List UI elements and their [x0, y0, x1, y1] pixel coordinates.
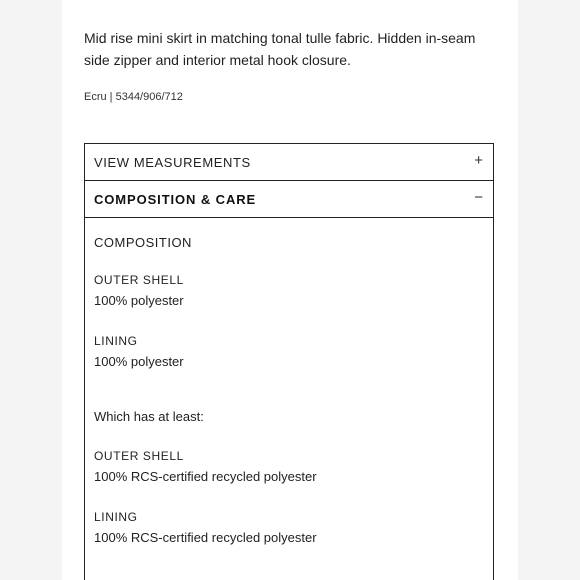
- certified-group-lining: [94, 509, 484, 548]
- composition-heading: COMPOSITION: [94, 235, 192, 250]
- composition-care-toggle[interactable]: [85, 181, 493, 218]
- certified-outer-shell-label: OUTER SHELL: [94, 449, 184, 463]
- product-info-accordion: [84, 143, 494, 580]
- certified-intro-text: Which has at least:: [94, 409, 204, 424]
- outer-shell-value: 100% polyester: [94, 293, 184, 308]
- outer-shell-label: OUTER SHELL: [94, 273, 184, 287]
- certified-lining-label: LINING: [94, 510, 138, 524]
- composition-group-lining: [94, 333, 484, 372]
- view-measurements-label: VIEW MEASUREMENTS: [94, 155, 251, 170]
- color-reference-code: Ecru | 5344/906/712: [84, 91, 183, 103]
- composition-care-label: COMPOSITION & CARE: [94, 192, 257, 207]
- plus-icon: +: [474, 152, 483, 169]
- certified-lining-value: 100% RCS-certified recycled polyester: [94, 530, 317, 545]
- product-description: Mid rise mini skirt in matching tonal tulle fabric. Hidden in-seam side zipper and interior metal hook closure.: [84, 30, 476, 68]
- certified-group-outer-shell: [94, 448, 484, 487]
- lining-value: 100% polyester: [94, 354, 184, 369]
- composition-care-panel: [85, 218, 493, 548]
- minus-icon: −: [474, 189, 483, 206]
- lining-label: LINING: [94, 334, 138, 348]
- view-measurements-toggle[interactable]: [85, 144, 493, 181]
- certified-outer-shell-value: 100% RCS-certified recycled polyester: [94, 469, 317, 484]
- composition-group-outer-shell: [94, 272, 484, 311]
